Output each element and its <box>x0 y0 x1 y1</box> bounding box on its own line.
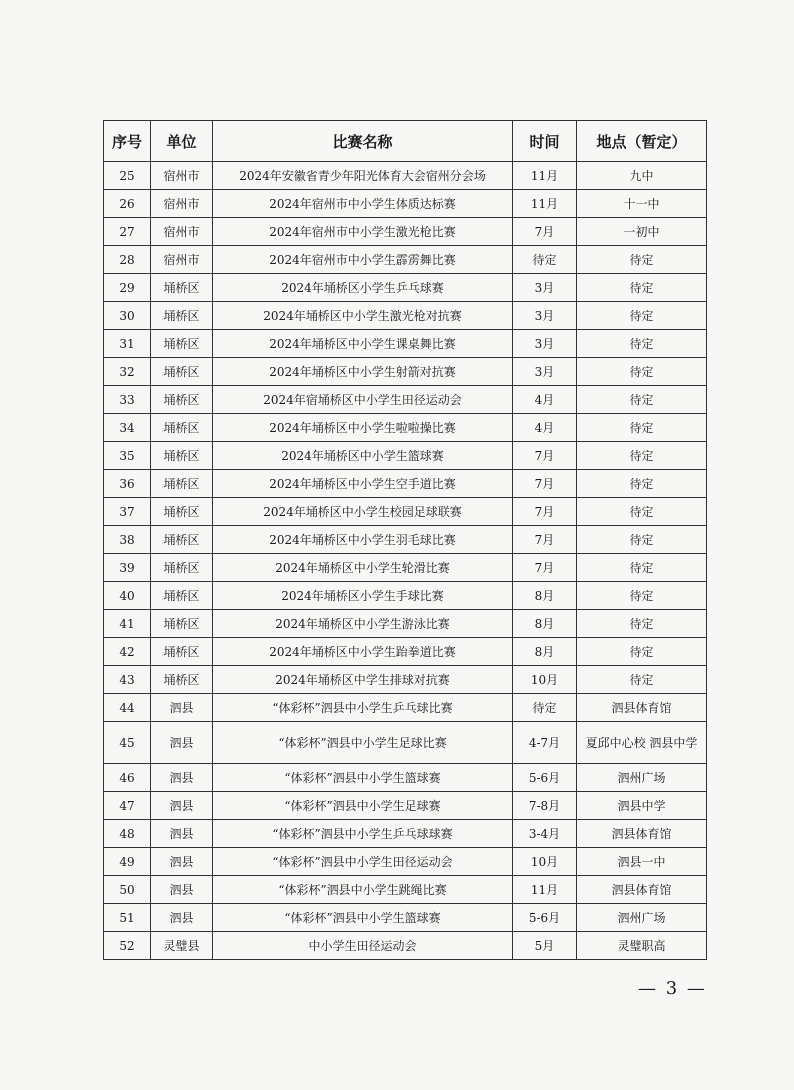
cell-time: 11月 <box>513 876 577 904</box>
cell-location: 泗州广场 <box>577 904 707 932</box>
cell-name: 2024年埇桥区中小学生篮球赛 <box>213 442 513 470</box>
cell-no: 39 <box>104 554 151 582</box>
cell-time: 8月 <box>513 582 577 610</box>
cell-location: 一初中 <box>577 218 707 246</box>
table-row <box>104 554 707 582</box>
cell-unit: 埇桥区 <box>151 638 213 666</box>
cell-no: 48 <box>104 820 151 848</box>
cell-time: 5-6月 <box>513 904 577 932</box>
cell-location: 待定 <box>577 554 707 582</box>
cell-time: 7月 <box>513 442 577 470</box>
cell-no: 51 <box>104 904 151 932</box>
cell-time: 待定 <box>513 694 577 722</box>
cell-unit: 泗县 <box>151 694 213 722</box>
cell-no: 44 <box>104 694 151 722</box>
table-row <box>104 358 707 386</box>
table-row <box>104 246 707 274</box>
cell-time: 11月 <box>513 190 577 218</box>
cell-no: 47 <box>104 792 151 820</box>
cell-unit: 泗县 <box>151 792 213 820</box>
header-time: 时间 <box>513 121 577 162</box>
cell-time: 4-7月 <box>513 722 577 764</box>
cell-unit: 埇桥区 <box>151 554 213 582</box>
cell-time: 4月 <box>513 414 577 442</box>
header-location: 地点（暂定） <box>577 121 707 162</box>
cell-name: 2024年宿州市中小学生霹雳舞比赛 <box>213 246 513 274</box>
cell-time: 7月 <box>513 554 577 582</box>
cell-time: 7月 <box>513 526 577 554</box>
cell-no: 38 <box>104 526 151 554</box>
table-row <box>104 330 707 358</box>
cell-name: “体彩杯”泗县中小学生乒乓球球赛 <box>213 820 513 848</box>
cell-name: 2024年埇桥区中小学生轮滑比赛 <box>213 554 513 582</box>
cell-unit: 埇桥区 <box>151 582 213 610</box>
cell-name: 2024年宿州市中小学生体质达标赛 <box>213 190 513 218</box>
table-row <box>104 526 707 554</box>
cell-time: 7月 <box>513 218 577 246</box>
cell-time: 3-4月 <box>513 820 577 848</box>
cell-no: 52 <box>104 932 151 960</box>
cell-name: 2024年宿州市中小学生激光枪比赛 <box>213 218 513 246</box>
cell-location: 待定 <box>577 526 707 554</box>
cell-location: 待定 <box>577 498 707 526</box>
cell-unit: 埇桥区 <box>151 386 213 414</box>
table-row <box>104 610 707 638</box>
table-row <box>104 582 707 610</box>
cell-unit: 埇桥区 <box>151 330 213 358</box>
table-row <box>104 876 707 904</box>
cell-location: 夏邱中心校 泗县中学 <box>577 722 707 764</box>
cell-no: 25 <box>104 162 151 190</box>
table-row <box>104 498 707 526</box>
cell-location: 待定 <box>577 610 707 638</box>
cell-time: 7月 <box>513 498 577 526</box>
cell-location: 待定 <box>577 330 707 358</box>
cell-unit: 埇桥区 <box>151 526 213 554</box>
cell-unit: 埇桥区 <box>151 498 213 526</box>
cell-name: 中小学生田径运动会 <box>213 932 513 960</box>
header-unit: 单位 <box>151 121 213 162</box>
table-row <box>104 848 707 876</box>
cell-name: 2024年埇桥区小学生乒乓球赛 <box>213 274 513 302</box>
cell-no: 26 <box>104 190 151 218</box>
cell-location: 九中 <box>577 162 707 190</box>
cell-name: “体彩杯”泗县中小学生足球比赛 <box>213 722 513 764</box>
cell-name: 2024年宿埇桥区中小学生田径运动会 <box>213 386 513 414</box>
cell-location: 待定 <box>577 666 707 694</box>
table-row <box>104 820 707 848</box>
cell-time: 8月 <box>513 638 577 666</box>
cell-name: 2024年埇桥区中小学生射箭对抗赛 <box>213 358 513 386</box>
cell-name: “体彩杯”泗县中小学生田径运动会 <box>213 848 513 876</box>
cell-unit: 埇桥区 <box>151 610 213 638</box>
cell-name: 2024年埇桥区中小学生羽毛球比赛 <box>213 526 513 554</box>
cell-name: “体彩杯”泗县中小学生足球赛 <box>213 792 513 820</box>
cell-no: 45 <box>104 722 151 764</box>
cell-no: 41 <box>104 610 151 638</box>
cell-no: 42 <box>104 638 151 666</box>
cell-time: 3月 <box>513 330 577 358</box>
cell-unit: 泗县 <box>151 820 213 848</box>
cell-unit: 泗县 <box>151 876 213 904</box>
cell-time: 4月 <box>513 386 577 414</box>
cell-location: 待定 <box>577 246 707 274</box>
cell-no: 28 <box>104 246 151 274</box>
cell-name: 2024年埇桥区中小学生空手道比赛 <box>213 470 513 498</box>
cell-name: 2024年埇桥区中小学生课桌舞比赛 <box>213 330 513 358</box>
table-row <box>104 386 707 414</box>
cell-name: 2024年埇桥区中小学生啦啦操比赛 <box>213 414 513 442</box>
cell-no: 46 <box>104 764 151 792</box>
cell-name: 2024年安徽省青少年阳光体育大会宿州分会场 <box>213 162 513 190</box>
cell-time: 7-8月 <box>513 792 577 820</box>
cell-unit: 泗县 <box>151 848 213 876</box>
cell-time: 5月 <box>513 932 577 960</box>
cell-name: 2024年埇桥区中小学生校园足球联赛 <box>213 498 513 526</box>
cell-no: 43 <box>104 666 151 694</box>
cell-name: 2024年埇桥区小学生手球比赛 <box>213 582 513 610</box>
table-row <box>104 414 707 442</box>
cell-unit: 灵璧县 <box>151 932 213 960</box>
cell-no: 36 <box>104 470 151 498</box>
cell-location: 泗县中学 <box>577 792 707 820</box>
cell-no: 50 <box>104 876 151 904</box>
cell-no: 31 <box>104 330 151 358</box>
cell-unit: 泗县 <box>151 722 213 764</box>
cell-location: 待定 <box>577 414 707 442</box>
table-row <box>104 792 707 820</box>
table-row <box>104 274 707 302</box>
table-row <box>104 764 707 792</box>
cell-unit: 埇桥区 <box>151 302 213 330</box>
cell-name: 2024年埇桥区中小学生激光枪对抗赛 <box>213 302 513 330</box>
cell-no: 30 <box>104 302 151 330</box>
cell-time: 11月 <box>513 162 577 190</box>
cell-location: 泗县体育馆 <box>577 820 707 848</box>
cell-unit: 埇桥区 <box>151 274 213 302</box>
cell-unit: 泗县 <box>151 904 213 932</box>
cell-unit: 宿州市 <box>151 218 213 246</box>
cell-no: 33 <box>104 386 151 414</box>
cell-time: 5-6月 <box>513 764 577 792</box>
cell-no: 37 <box>104 498 151 526</box>
cell-no: 35 <box>104 442 151 470</box>
cell-name: 2024年埇桥区中小学生游泳比赛 <box>213 610 513 638</box>
table-row <box>104 218 707 246</box>
cell-no: 32 <box>104 358 151 386</box>
cell-location: 十一中 <box>577 190 707 218</box>
cell-name: “体彩杯”泗县中小学生乒乓球比赛 <box>213 694 513 722</box>
table-row <box>104 190 707 218</box>
cell-time: 3月 <box>513 274 577 302</box>
table-row <box>104 722 707 764</box>
cell-time: 10月 <box>513 848 577 876</box>
cell-no: 40 <box>104 582 151 610</box>
cell-location: 待定 <box>577 470 707 498</box>
cell-unit: 埇桥区 <box>151 414 213 442</box>
header-no: 序号 <box>104 121 151 162</box>
cell-time: 7月 <box>513 470 577 498</box>
cell-unit: 宿州市 <box>151 162 213 190</box>
cell-no: 29 <box>104 274 151 302</box>
cell-no: 49 <box>104 848 151 876</box>
cell-no: 34 <box>104 414 151 442</box>
cell-location: 待定 <box>577 638 707 666</box>
table-header-row <box>104 121 707 162</box>
page-number: — 3 — <box>638 978 707 999</box>
cell-location: 泗县一中 <box>577 848 707 876</box>
cell-name: 2024年埇桥区中学生排球对抗赛 <box>213 666 513 694</box>
cell-name: “体彩杯”泗县中小学生篮球赛 <box>213 764 513 792</box>
cell-location: 泗州广场 <box>577 764 707 792</box>
cell-unit: 泗县 <box>151 764 213 792</box>
cell-name: 2024年埇桥区中小学生跆拳道比赛 <box>213 638 513 666</box>
table-row <box>104 162 707 190</box>
cell-location: 泗县体育馆 <box>577 876 707 904</box>
cell-time: 3月 <box>513 358 577 386</box>
cell-unit: 埇桥区 <box>151 470 213 498</box>
cell-unit: 埇桥区 <box>151 358 213 386</box>
cell-unit: 宿州市 <box>151 190 213 218</box>
table-row <box>104 694 707 722</box>
header-name: 比赛名称 <box>213 121 513 162</box>
cell-time: 待定 <box>513 246 577 274</box>
cell-location: 待定 <box>577 358 707 386</box>
cell-no: 27 <box>104 218 151 246</box>
table-row <box>104 932 707 960</box>
cell-unit: 埇桥区 <box>151 666 213 694</box>
cell-time: 8月 <box>513 610 577 638</box>
cell-location: 灵璧职高 <box>577 932 707 960</box>
table-row <box>104 904 707 932</box>
cell-name: “体彩杯”泗县中小学生篮球赛 <box>213 904 513 932</box>
cell-unit: 埇桥区 <box>151 442 213 470</box>
cell-location: 待定 <box>577 386 707 414</box>
cell-location: 待定 <box>577 442 707 470</box>
cell-location: 待定 <box>577 274 707 302</box>
cell-location: 泗县体育馆 <box>577 694 707 722</box>
cell-time: 3月 <box>513 302 577 330</box>
cell-location: 待定 <box>577 302 707 330</box>
table-row <box>104 666 707 694</box>
table-row <box>104 470 707 498</box>
cell-location: 待定 <box>577 582 707 610</box>
table-row <box>104 302 707 330</box>
table-row <box>104 442 707 470</box>
table-row <box>104 638 707 666</box>
cell-name: “体彩杯”泗县中小学生跳绳比赛 <box>213 876 513 904</box>
cell-time: 10月 <box>513 666 577 694</box>
competition-schedule-table <box>103 120 707 960</box>
cell-unit: 宿州市 <box>151 246 213 274</box>
